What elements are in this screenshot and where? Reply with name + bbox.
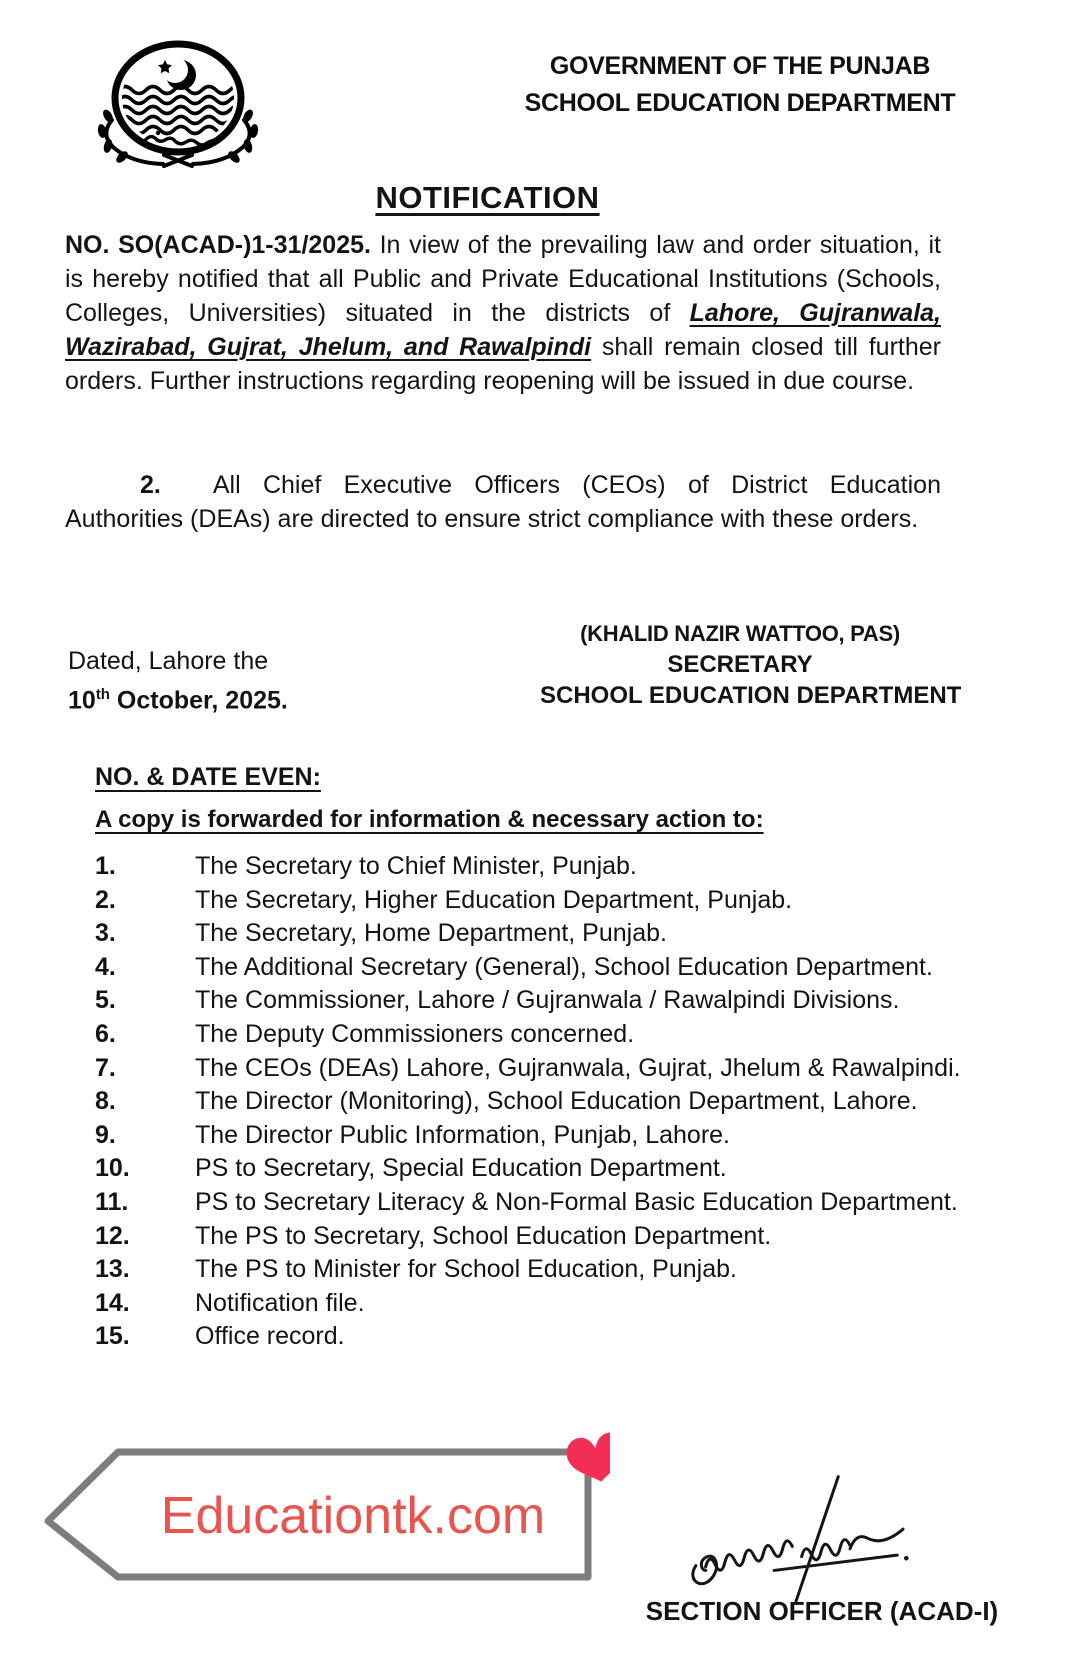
list-item-number: 11.	[95, 1187, 129, 1216]
list-item-number: 15.	[95, 1322, 130, 1351]
signatory-block	[540, 618, 962, 711]
list-item-number: 9.	[95, 1120, 116, 1149]
list-item-text: The Additional Secretary (General), School Education Department.	[195, 952, 933, 981]
list-item	[95, 1220, 945, 1254]
notification-paragraph	[65, 228, 941, 398]
dateline-date: 10th October, 2025.	[68, 686, 288, 715]
list-item-number: 5.	[95, 986, 116, 1015]
list-item	[95, 1119, 945, 1153]
reference-number: NO. SO(ACAD-)1-31/2025.	[65, 231, 371, 259]
signatory-title: SECRETARY	[667, 651, 813, 678]
districts-list: Lahore, Gujranwala, Wazirabad, Gujrat, Jhelum, and Rawalpindi	[65, 299, 941, 361]
list-item	[95, 1085, 945, 1119]
page-title: NOTIFICATION	[375, 180, 600, 215]
signatory-name: (KHALID NAZIR WATTOO, PAS)	[580, 621, 900, 646]
compliance-paragraph	[65, 468, 941, 536]
list-item	[95, 1052, 961, 1086]
list-item	[95, 984, 945, 1018]
signatory-department: SCHOOL EDUCATION DEPARTMENT	[540, 682, 962, 709]
list-item-number: 6.	[95, 1019, 116, 1048]
list-item-number: 4.	[95, 952, 116, 981]
list-item-text: The CEOs (DEAs) Lahore, Gujranwala, Gujrat, Jhelum & Rawalpindi.	[195, 1053, 961, 1082]
header-org-block	[520, 48, 960, 122]
list-item-text: PS to Secretary Literacy & Non-Formal Basic Education Department.	[195, 1187, 958, 1216]
list-item	[95, 951, 945, 985]
ref-date-heading: NO. & DATE EVEN:	[95, 763, 321, 791]
list-item-number: 8.	[95, 1087, 116, 1116]
list-item	[95, 1287, 945, 1321]
list-item	[95, 917, 945, 951]
paragraph-text-b: shall remain closed till further orders. Further instructions regarding reopening will be issued in due course.	[65, 333, 941, 395]
org-line1: GOVERNMENT OF THE PUNJAB	[549, 52, 931, 80]
list-item	[95, 1253, 945, 1287]
section-officer-title: SECTION OFFICER (ACAD-I)	[645, 1596, 999, 1626]
list-item	[95, 1186, 958, 1220]
list-item-text: Notification file.	[195, 1288, 365, 1317]
watermark-site-text: Educationtk.com	[160, 1487, 546, 1545]
list-item	[95, 1320, 945, 1354]
dateline	[68, 644, 288, 717]
list-item-number: 2.	[95, 885, 116, 914]
list-item-text: The Director (Monitoring), School Education Department, Lahore.	[195, 1087, 918, 1116]
list-item-number: 3.	[95, 919, 116, 948]
forwarding-heading: A copy is forwarded for information & necessary action to:	[95, 806, 764, 833]
list-item-text: The Secretary, Higher Education Department, Punjab.	[195, 885, 793, 914]
punjab-crest-logo	[78, 36, 278, 168]
list-item-number: 7.	[95, 1053, 116, 1082]
list-item-number: 14.	[95, 1288, 130, 1317]
ordinal-suffix: th	[95, 686, 110, 703]
list-item-number: 1.	[95, 852, 116, 880]
list-item-text: Office record.	[195, 1322, 345, 1351]
list-item-text: The Deputy Commissioners concerned.	[195, 1019, 635, 1048]
list-item-number: 13.	[95, 1255, 130, 1284]
distribution-list	[95, 850, 961, 1354]
paragraph-text-a: In view of the prevailing law and order situation, it is hereby notified that all Public and Private Educational Institutions (Schools, Colleges, Universities) situated in the districts of	[65, 231, 942, 327]
list-item-text: The PS to Secretary, School Education Department.	[195, 1221, 772, 1250]
compliance-text: All Chief Executive Officers (CEOs) of District Education Authorities (DEAs) are directed to ensure strict compliance with these orders.	[65, 471, 941, 533]
list-item-text: The Commissioner, Lahore / Gujranwala / Rawalpindi Divisions.	[195, 986, 900, 1015]
list-item	[95, 1018, 945, 1052]
list-item	[95, 1152, 945, 1186]
list-item	[95, 884, 945, 918]
list-item-text: The Director Public Information, Punjab, Lahore.	[195, 1120, 730, 1149]
list-item-number: 12.	[95, 1221, 130, 1250]
list-item-text: The Secretary to Chief Minister, Punjab.	[195, 852, 637, 880]
signature-scribble	[668, 1460, 960, 1612]
org-line2: SCHOOL EDUCATION DEPARTMENT	[524, 89, 956, 117]
list-item-text: The PS to Minister for School Education, Punjab.	[195, 1255, 737, 1284]
list-item-number: 10.	[95, 1154, 130, 1183]
dateline-prefix: Dated, Lahore the	[68, 647, 269, 675]
list-item-text: PS to Secretary, Special Education Department.	[195, 1154, 727, 1183]
paragraph-number: 2.	[140, 471, 161, 499]
list-item	[95, 850, 945, 884]
watermark-banner	[40, 1425, 610, 1595]
list-item-text: The Secretary, Home Department, Punjab.	[195, 919, 667, 948]
